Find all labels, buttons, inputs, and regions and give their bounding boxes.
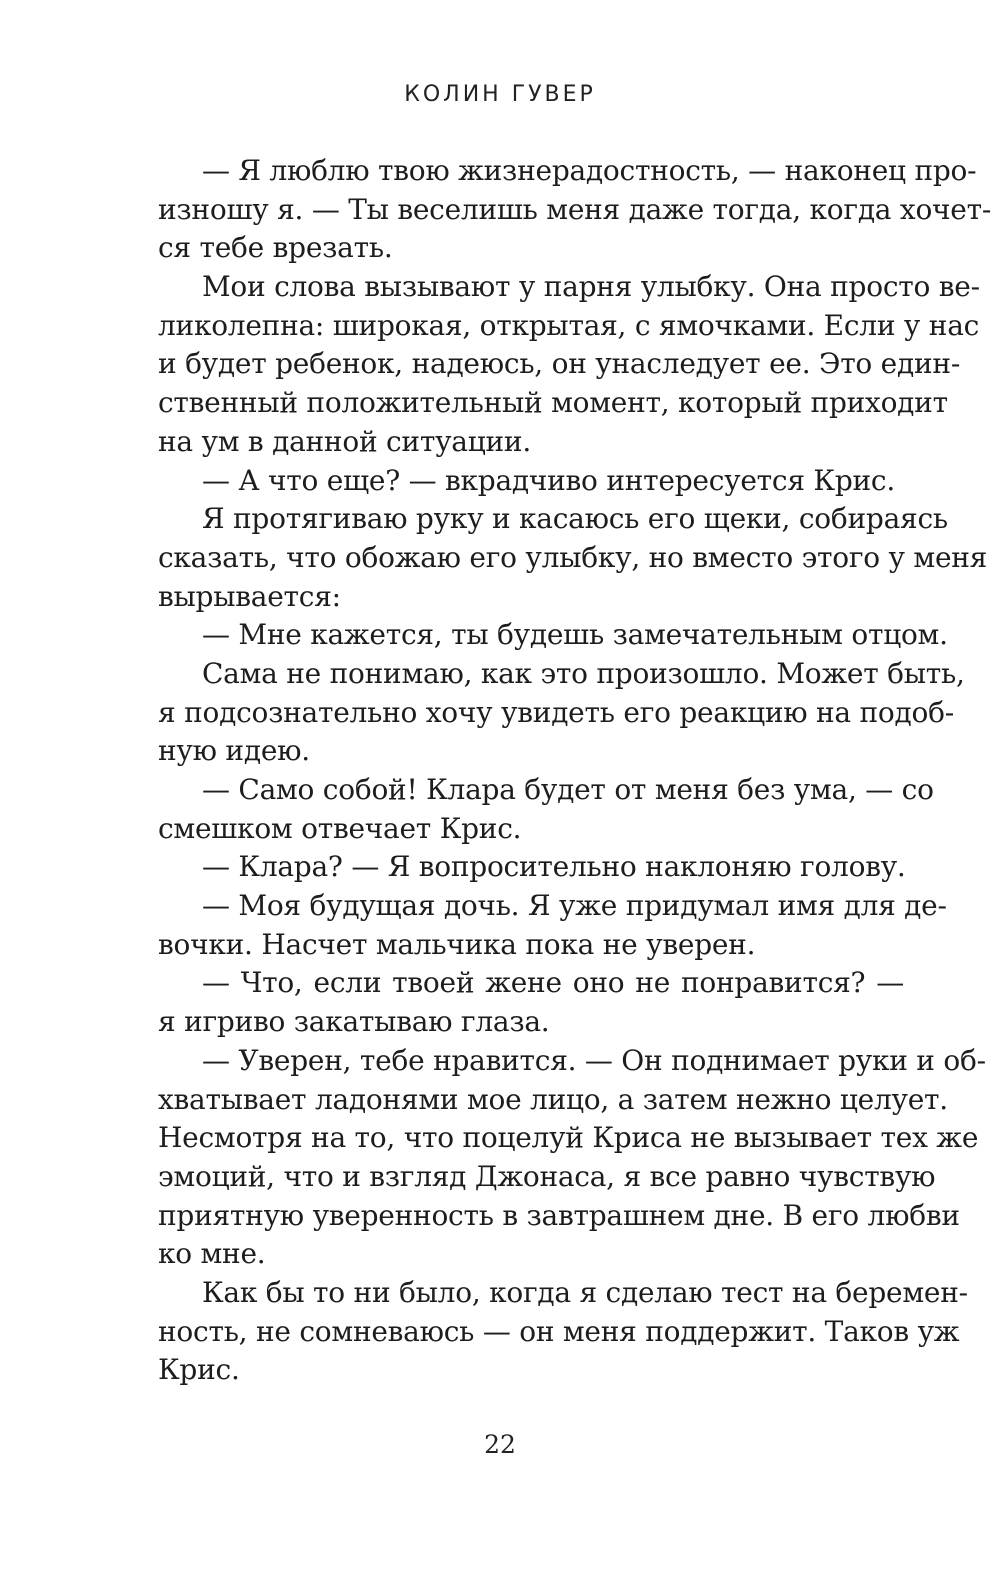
text-line: ную идею. bbox=[158, 734, 310, 768]
text-line: и будет ребенок, надеюсь, он унаследует ее. Это един- bbox=[158, 347, 961, 381]
text-line: Мои слова вызывают у парня улыбку. Она просто ве- bbox=[202, 270, 980, 304]
text-line: хватывает ладонями мое лицо, а затем нежно целует. bbox=[158, 1082, 948, 1116]
text-line: вырывается: bbox=[158, 579, 341, 613]
text-line: Крис. bbox=[158, 1353, 240, 1387]
text-line: я игриво закатываю глаза. bbox=[158, 1005, 550, 1039]
text-line: смешком отвечает Крис. bbox=[158, 811, 522, 845]
running-head-author: КОЛИН ГУВЕР bbox=[404, 82, 596, 107]
text-line: сказать, что обожаю его улыбку, но вместо этого у меня bbox=[158, 540, 988, 574]
text-line: — А что еще? — вкрадчиво интересуется Крис. bbox=[202, 463, 895, 497]
text-line: на ум в данной ситуации. bbox=[158, 424, 531, 458]
text-line: ся тебе врезать. bbox=[158, 231, 393, 265]
text-line: — Я люблю твою жизнерадостность, — наконец про- bbox=[202, 154, 977, 187]
text-line: я подсознательно хочу увидеть его реакцию на подоб- bbox=[158, 695, 954, 729]
text-line: ко мне. bbox=[158, 1237, 266, 1271]
text-line: — Мне кажется, ты будешь замечательным отцом. bbox=[202, 618, 948, 652]
text-line: — Уверен, тебе нравится. — Он поднимает руки и об- bbox=[202, 1043, 986, 1077]
text-line: — Само собой! Клара будет от меня без ума, — со bbox=[202, 773, 934, 806]
text-line: — Что, если твоей жене оно не понравится? — bbox=[202, 966, 904, 1000]
text-line: приятную уверенность в завтрашнем дне. В его любви bbox=[158, 1198, 960, 1232]
text-line: ность, не сомневаюсь — он меня поддержит. Таков уж bbox=[158, 1314, 960, 1348]
text-line: — Клара? — Я вопросительно наклоняю голову. bbox=[202, 850, 906, 884]
text-line: Сама не понимаю, как это произошло. Может быть, bbox=[202, 656, 965, 690]
text-line: Как бы то ни было, когда я сделаю тест на беремен- bbox=[202, 1275, 968, 1309]
body-text bbox=[158, 152, 992, 1390]
text-line: Я протягиваю руку и касаюсь его щеки, собираясь bbox=[202, 502, 948, 536]
text-line: ликолепна: широкая, открытая, с ямочками. Если у нас bbox=[158, 308, 980, 342]
text-line: эмоций, что и взгляд Джонаса, я все равно чувствую bbox=[158, 1159, 936, 1193]
text-line: изношу я. — Ты веселишь меня даже тогда, когда хочет- bbox=[158, 192, 992, 226]
text-line: Несмотря на то, что поцелуй Криса не вызывает тех же bbox=[158, 1121, 979, 1155]
page-number: 22 bbox=[484, 1430, 516, 1459]
text-line: — Моя будущая дочь. Я уже придумал имя для де- bbox=[202, 889, 947, 923]
text-line: ственный положительный момент, который приходит bbox=[158, 386, 948, 420]
text-line: вочки. Насчет мальчика пока не уверен. bbox=[158, 927, 756, 961]
